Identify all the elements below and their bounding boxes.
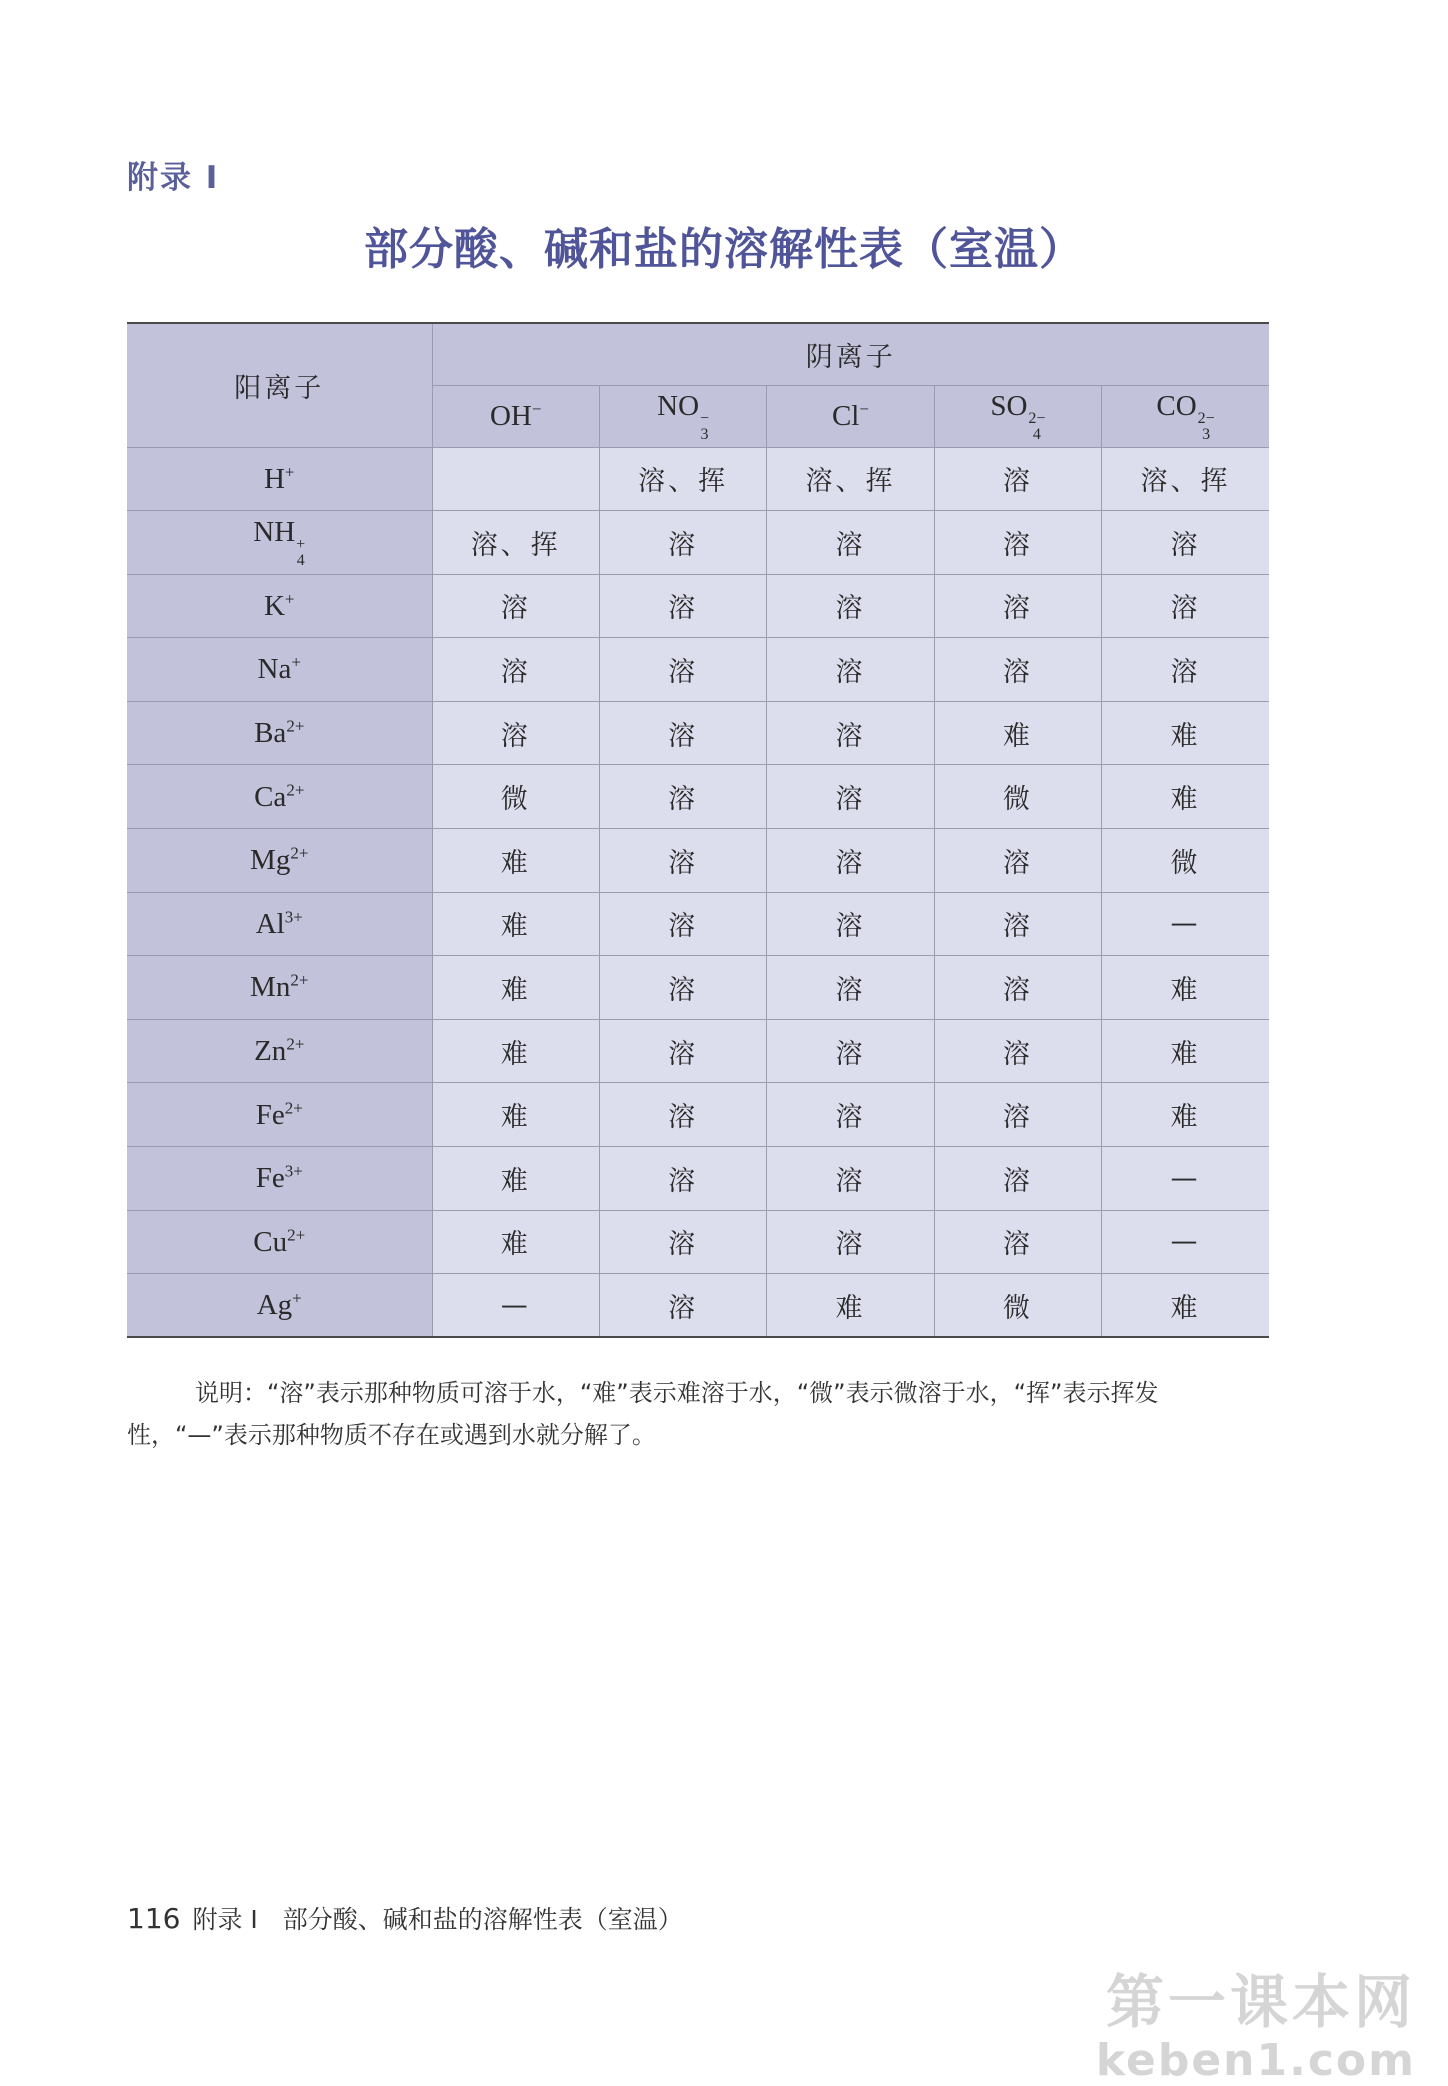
table-row	[127, 701, 1269, 765]
anion-column-header	[432, 385, 599, 447]
solubility-table	[127, 322, 1269, 1338]
solubility-cell: 溶	[767, 956, 934, 1020]
solubility-cell	[432, 447, 599, 511]
solubility-cell: 微	[432, 765, 599, 829]
solubility-cell: 难	[432, 1210, 599, 1274]
cation-cell	[127, 1210, 432, 1274]
solubility-cell: 溶、挥	[599, 447, 766, 511]
solubility-cell: 溶	[599, 1147, 766, 1211]
cation-cell	[127, 956, 432, 1020]
anion-column-header	[599, 385, 766, 447]
anion-column-header	[1102, 385, 1269, 447]
footer-text: 附录 I 部分酸、碱和盐的溶解性表（室温）	[192, 1905, 683, 1934]
solubility-cell: 微	[1102, 829, 1269, 893]
cation-cell	[127, 638, 432, 702]
solubility-cell: 难	[432, 892, 599, 956]
cation-cell	[127, 892, 432, 956]
solubility-cell: 难	[432, 1019, 599, 1083]
solubility-cell: 难	[1102, 1083, 1269, 1147]
solubility-cell: 溶	[934, 829, 1101, 893]
solubility-cell: 溶	[767, 1210, 934, 1274]
cation-cell	[127, 511, 432, 575]
note-text: 说明：“溶”表示那种物质可溶于水，“难”表示难溶于水，“微”表示微溶于水，“挥”表示挥发性，“—”表示那种物质不存在或遇到水就分解了。	[127, 1379, 1159, 1449]
cation-formula: $Mn^{2+}$	[250, 970, 309, 1004]
table-row	[127, 574, 1269, 638]
watermark	[1096, 1955, 1416, 2086]
cation-cell	[127, 1083, 432, 1147]
solubility-cell: 溶	[599, 638, 766, 702]
table-row	[127, 1274, 1269, 1338]
solubility-cell: 难	[934, 701, 1101, 765]
solubility-cell: 溶	[767, 1147, 934, 1211]
solubility-cell: 溶	[599, 1019, 766, 1083]
solubility-cell: 难	[432, 829, 599, 893]
solubility-cell: 溶	[934, 1147, 1101, 1211]
table-row	[127, 892, 1269, 956]
watermark-line2: keben1.com	[1095, 2035, 1416, 2086]
cation-cell	[127, 829, 432, 893]
solubility-cell: 溶	[599, 765, 766, 829]
solubility-cell: —	[432, 1274, 599, 1338]
solubility-cell: 溶	[1102, 511, 1269, 575]
solubility-cell: 溶	[934, 511, 1101, 575]
solubility-cell: 溶	[432, 701, 599, 765]
table-row	[127, 1019, 1269, 1083]
anion-formula: SO 2− 4	[990, 389, 1046, 443]
solubility-cell: 难	[432, 956, 599, 1020]
solubility-cell: 溶	[599, 892, 766, 956]
table-body	[127, 447, 1269, 1337]
cation-header: 阳离子	[127, 323, 432, 447]
table-row	[127, 511, 1269, 575]
table-header-row	[127, 323, 1269, 385]
solubility-cell: 溶	[599, 574, 766, 638]
solubility-cell: 溶	[599, 1210, 766, 1274]
solubility-cell: 溶	[599, 511, 766, 575]
page-title: 部分酸、碱和盐的溶解性表（室温）	[364, 224, 1084, 275]
solubility-cell: 难	[1102, 765, 1269, 829]
solubility-cell: 溶	[599, 1083, 766, 1147]
solubility-cell: 溶	[599, 1274, 766, 1338]
solubility-cell: 溶	[1102, 574, 1269, 638]
solubility-cell: 溶、挥	[1102, 447, 1269, 511]
solubility-cell: 溶	[432, 574, 599, 638]
cation-formula: H+	[263, 461, 295, 495]
solubility-cell: 溶	[767, 892, 934, 956]
solubility-cell: 溶	[934, 1210, 1101, 1274]
solubility-cell: 溶	[767, 1019, 934, 1083]
table-row	[127, 447, 1269, 511]
solubility-cell: 溶	[767, 1083, 934, 1147]
solubility-cell: 难	[1102, 956, 1269, 1020]
table-row	[127, 638, 1269, 702]
solubility-cell: 溶	[767, 574, 934, 638]
table-row	[127, 1210, 1269, 1274]
solubility-cell: 溶	[767, 829, 934, 893]
cation-cell	[127, 1147, 432, 1211]
solubility-cell: —	[1102, 1147, 1269, 1211]
cation-formula: $Ba^{2+}$	[254, 716, 305, 749]
anion-header: 阴离子	[432, 323, 1269, 385]
cation-formula: $Fe^{2+}$	[255, 1097, 303, 1131]
cation-formula: $Mg^{2+}$	[250, 843, 309, 877]
cation-cell	[127, 574, 432, 638]
cation-formula: $Al^{3+}$	[255, 907, 303, 940]
cation-formula: Na+	[257, 652, 301, 686]
solubility-cell: 微	[934, 1274, 1101, 1338]
solubility-cell: 溶	[767, 765, 934, 829]
solubility-cell: 溶	[767, 511, 934, 575]
anion-formula: NO − 3	[657, 389, 710, 443]
cation-formula: Ag+	[256, 1288, 302, 1322]
solubility-cell: 溶	[934, 892, 1101, 956]
cation-formula: NH + 4	[253, 515, 306, 569]
solubility-cell: 溶	[599, 829, 766, 893]
solubility-cell: 溶	[599, 701, 766, 765]
cation-formula: $Fe^{3+}$	[255, 1161, 303, 1195]
solubility-cell: 难	[432, 1083, 599, 1147]
solubility-cell: 溶、挥	[767, 447, 934, 511]
solubility-cell: 溶	[767, 701, 934, 765]
solubility-cell: 溶	[934, 1083, 1101, 1147]
table-row	[127, 1147, 1269, 1211]
solubility-cell: —	[1102, 892, 1269, 956]
cation-cell	[127, 447, 432, 511]
solubility-cell: 溶	[599, 956, 766, 1020]
cation-cell	[127, 1274, 432, 1338]
page-number: 116	[127, 1902, 181, 1935]
solubility-cell: 溶	[934, 638, 1101, 702]
page-footer	[127, 1900, 683, 1936]
table-row	[127, 765, 1269, 829]
solubility-cell: 溶	[934, 956, 1101, 1020]
solubility-cell: 难	[1102, 1019, 1269, 1083]
table-row	[127, 1083, 1269, 1147]
solubility-cell: 溶	[1102, 638, 1269, 702]
solubility-cell: 溶	[934, 447, 1101, 511]
solubility-cell: 溶	[432, 638, 599, 702]
cation-formula: K+	[263, 589, 295, 622]
anion-column-header	[767, 385, 934, 447]
anion-formula: CO 2− 3	[1156, 389, 1215, 443]
solubility-cell: 难	[1102, 1274, 1269, 1338]
cation-formula: $Cu^{2+}$	[253, 1225, 306, 1258]
cation-cell	[127, 701, 432, 765]
solubility-cell: 难	[1102, 701, 1269, 765]
solubility-cell: 溶	[934, 574, 1101, 638]
appendix-label: 附录 I	[127, 160, 220, 196]
solubility-cell: 溶、挥	[432, 511, 599, 575]
anion-formula: Cl−	[831, 399, 869, 432]
solubility-cell: 微	[934, 765, 1101, 829]
table-row	[127, 829, 1269, 893]
solubility-cell: 溶	[934, 1019, 1101, 1083]
cation-formula: $Ca^{2+}$	[254, 779, 305, 813]
solubility-cell: —	[1102, 1210, 1269, 1274]
anion-formula: OH−	[489, 399, 542, 432]
anion-column-header	[934, 385, 1101, 447]
solubility-cell: 溶	[767, 638, 934, 702]
cation-cell	[127, 765, 432, 829]
solubility-cell: 难	[767, 1274, 934, 1338]
table-row	[127, 956, 1269, 1020]
watermark-line1: 第一课本网	[1105, 1968, 1416, 2036]
cation-cell	[127, 1019, 432, 1083]
table-note	[127, 1372, 1269, 1456]
solubility-cell: 难	[432, 1147, 599, 1211]
cation-formula: $Zn^{2+}$	[254, 1034, 305, 1067]
